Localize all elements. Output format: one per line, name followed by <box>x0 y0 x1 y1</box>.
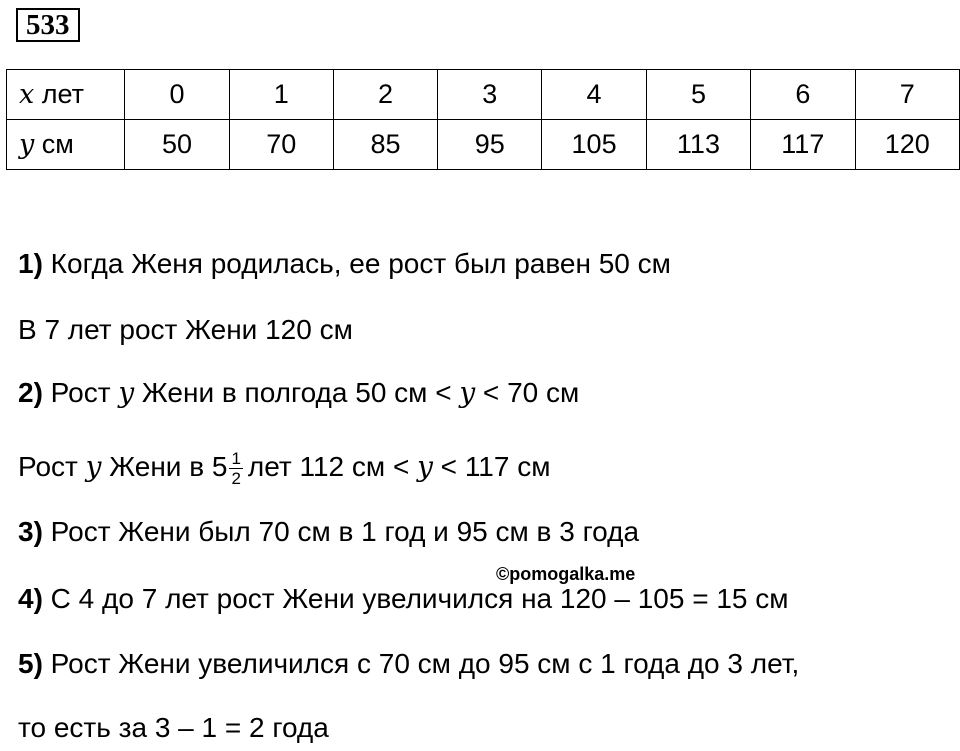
answer-4-text: С 4 до 7 лет рост Жени увеличился на 120 – 105 = 15 см <box>42 583 789 614</box>
answer-2-post: < 70 см <box>475 377 580 408</box>
answer-2b-mid2: лет 112 см < <box>247 450 418 482</box>
table-cell: 117 <box>751 120 855 170</box>
answer-5 <box>18 647 799 681</box>
answer-3-number: 3) <box>18 516 43 547</box>
fraction-numerator: 1 <box>231 449 241 468</box>
table-cell: 1 <box>229 70 333 120</box>
answer-2-mid: Жени в полгода 50 см < <box>134 377 460 408</box>
row-header <box>7 120 125 170</box>
task-number: 533 <box>16 8 80 42</box>
answer-5-continuation <box>18 711 329 745</box>
answer-1 <box>18 247 671 281</box>
answer-2-number: 2) <box>18 377 43 408</box>
table-cell: 120 <box>855 120 959 170</box>
answer-2-var-y2: y <box>459 376 476 409</box>
table-cell: 5 <box>646 70 750 120</box>
answer-2b-var-y: y <box>85 449 102 483</box>
fraction-denominator: 2 <box>231 469 241 488</box>
answer-2b-mid: Жени в 5 <box>101 450 228 482</box>
watermark: ©pomogalka.me <box>496 564 636 584</box>
answer-3 <box>18 515 639 549</box>
data-table <box>6 69 960 170</box>
table-cell: 85 <box>333 120 437 170</box>
table-cell: 105 <box>542 120 646 170</box>
table-row <box>7 70 960 120</box>
table-cell: 7 <box>855 70 959 120</box>
table-cell: 0 <box>125 70 229 120</box>
answer-2-continuation <box>18 449 550 488</box>
answer-2-var-y: y <box>118 376 135 409</box>
fraction-one-half <box>229 449 242 488</box>
table-cell: 70 <box>229 120 333 170</box>
answer-2b-var-y2: y <box>417 449 433 483</box>
answer-1-number: 1) <box>18 248 43 279</box>
table-cell: 95 <box>438 120 542 170</box>
variable-symbol: x <box>19 79 35 110</box>
answer-5-number: 5) <box>18 648 43 679</box>
table-cell: 2 <box>333 70 437 120</box>
answer-2 <box>18 376 579 410</box>
answer-4-number: 4) <box>18 583 43 614</box>
answer-2b-post: < 117 см <box>432 450 551 482</box>
table-cell: 6 <box>751 70 855 120</box>
answer-5-text: Рост Жени увеличился с 70 см до 95 см с 1 года до 3 лет, <box>42 648 800 679</box>
table-cell: 50 <box>125 120 229 170</box>
unit-label: см <box>34 129 74 159</box>
answer-2-pre: Рост <box>42 377 119 408</box>
table-cell: 4 <box>542 70 646 120</box>
row-header <box>7 70 125 120</box>
unit-label: лет <box>34 79 84 109</box>
answer-1-text: Когда Женя родилась, ее рост был равен 50 см <box>42 248 671 279</box>
table-cell: 113 <box>646 120 750 170</box>
answer-1-continuation <box>18 313 353 347</box>
answer-3-text: Рост Жени был 70 см в 1 год и 95 см в 3 года <box>42 516 640 547</box>
answer-2b-pre: Рост <box>18 450 86 482</box>
table-cell: 3 <box>438 70 542 120</box>
table-row <box>7 120 960 170</box>
answer-5b-text: то есть за 3 – 1 = 2 года <box>18 712 329 743</box>
variable-symbol: y <box>19 129 35 160</box>
answer-4 <box>18 582 789 616</box>
answer-1b-text: В 7 лет рост Жени 120 см <box>18 314 353 345</box>
